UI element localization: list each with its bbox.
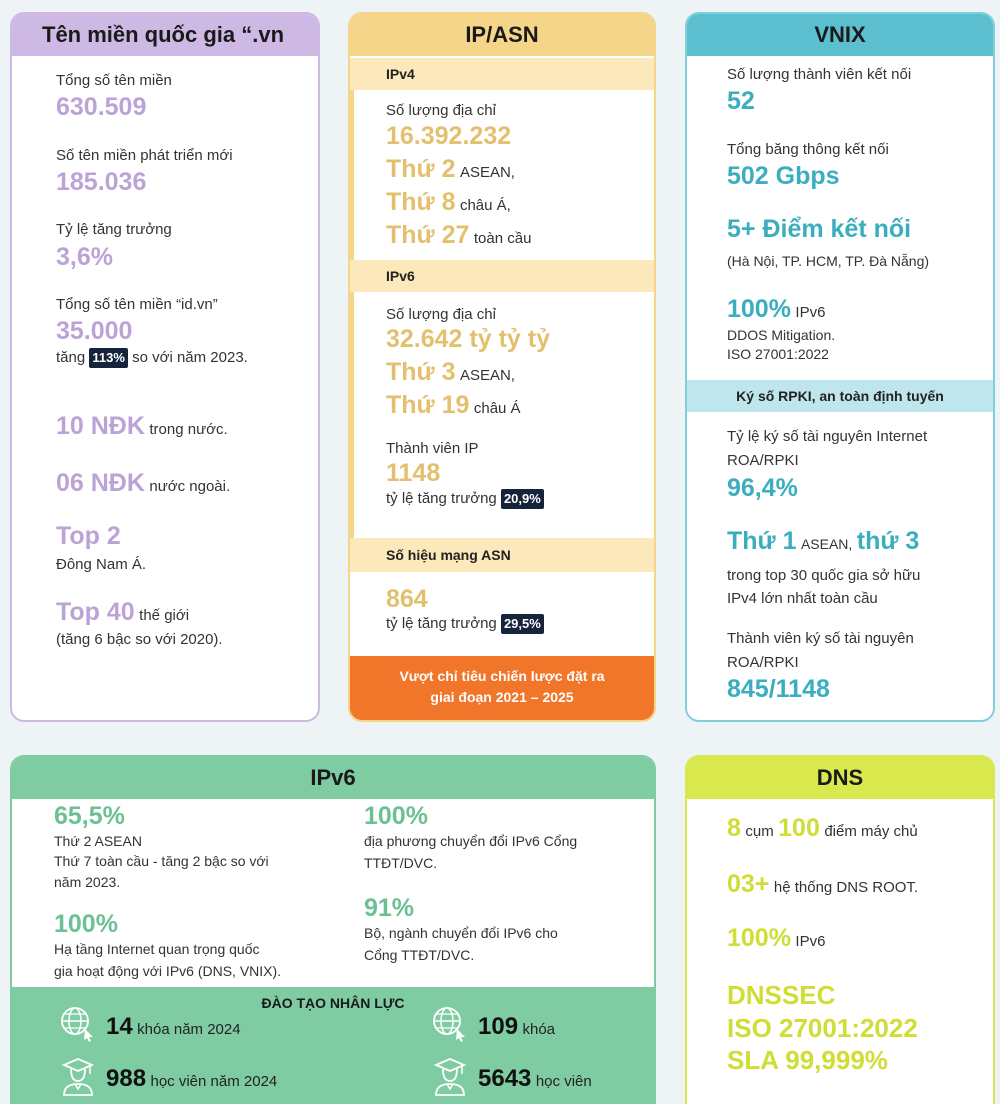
ipv6-address-label: Số lượng địa chỉ	[386, 306, 496, 323]
ipv4-rank-asean	[386, 154, 515, 184]
new-domains-label: Số tên miền phát triển mới	[56, 147, 233, 164]
roa-rate-label-1: Tỷ lệ ký số tài nguyên Internet	[727, 428, 928, 445]
dns-ipv6-label: IPv6	[795, 933, 826, 950]
graduate-icon	[58, 1055, 98, 1097]
ipv6-rate-line-2: Thứ 7 toàn cầu - tăng 2 bậc so với	[54, 853, 269, 870]
vnix-iso-label: ISO 27001:2022	[727, 346, 829, 362]
ipv6-infra-line-2: gia hoạt động với IPv6 (DNS, VNIX).	[54, 962, 282, 979]
ipv4-rank-asean-value: Thứ 2	[386, 155, 456, 183]
students-total-label: học viên	[535, 1073, 592, 1090]
dns-clusters	[727, 813, 918, 843]
roa-members-value: 845/1148	[727, 675, 830, 703]
ipv6-card-title: IPv6	[12, 757, 654, 799]
dns-root	[727, 869, 918, 899]
ip-asn-card	[348, 12, 656, 722]
ip-asn-card-title: IP/ASN	[350, 14, 654, 56]
rpki-rank-note-2: IPv4 lớn nhất toàn cầu	[727, 590, 878, 607]
ndk-domestic	[56, 411, 228, 441]
ipv6-subheader: IPv6	[350, 260, 654, 292]
asn-subheader: Số hiệu mạng ASN	[350, 538, 654, 572]
dns-clusters-label: cụm	[745, 823, 774, 840]
ipv6-rank-asean	[386, 357, 515, 387]
ipv6-infra-value: 100%	[54, 910, 118, 938]
ipv4-address-label: Số lượng địa chỉ	[386, 102, 496, 119]
ipv6-rank-asia-value: Thứ 19	[386, 391, 470, 419]
ipv4-rank-global	[386, 220, 531, 250]
students-2024	[106, 1065, 277, 1093]
ndk-domestic-label: trong nước.	[149, 421, 228, 438]
asn-growth-badge: 29,5%	[501, 614, 544, 634]
idvn-note-post: so với năm 2023.	[132, 349, 248, 366]
vnix-members-label: Số lượng thành viên kết nối	[727, 66, 912, 83]
students-total	[478, 1065, 592, 1093]
ipv6-infra-note	[54, 939, 281, 982]
ipv4-rank-asean-label: ASEAN,	[459, 164, 515, 181]
growth-label: Tỷ lệ tăng trưởng	[56, 221, 172, 238]
ipv6-rank-asean-label: ASEAN,	[459, 367, 515, 384]
top40-value: Top 40	[56, 598, 135, 626]
vnix-card	[685, 12, 995, 722]
vnix-ddos-label: DDOS Mitigation.	[727, 327, 836, 343]
ipv6-rank-asia-label: châu Á	[473, 400, 521, 417]
ip-member-growth-badge: 20,9%	[501, 489, 544, 509]
vnix-points-value: 5+ Điểm kết nối	[727, 215, 912, 243]
total-domains-label: Tổng số tên miền	[56, 72, 172, 89]
students-total-value: 5643	[478, 1065, 532, 1092]
ipv6-infra-line-1: Hạ tầng Internet quan trọng quốc	[54, 941, 260, 957]
dns-servers-value: 100	[778, 814, 820, 842]
ipv4-rank-global-label: toàn cầu	[473, 230, 532, 247]
ip-member-label: Thành viên IP	[386, 440, 479, 457]
ipv6-local-value: 100%	[364, 802, 428, 830]
domain-card-title: Tên miền quốc gia “.vn	[12, 14, 318, 56]
roa-rate-label-2: ROA/RPKI	[727, 452, 799, 469]
rpki-rank-note-1: trong top 30 quốc gia sở hữu	[727, 567, 921, 584]
strategy-banner-line1: Vượt chỉ tiêu chiến lược đặt ra	[399, 668, 605, 684]
ipv6-ministry-line-1: Bộ, ngành chuyển đổi IPv6 cho	[364, 925, 558, 941]
vnix-bandwidth-label: Tổng băng thông kết nối	[727, 141, 889, 158]
globe-cursor-icon	[430, 1003, 470, 1043]
top2-label: Đông Nam Á.	[56, 556, 147, 573]
ipv6-rate-value: 65,5%	[54, 802, 125, 830]
ipv4-subheader: IPv4	[350, 58, 654, 90]
growth-value: 3,6%	[56, 243, 113, 271]
asn-value: 864	[386, 585, 428, 613]
roa-rate-value: 96,4%	[727, 474, 798, 502]
ipv6-address-value: 32.642 tỷ tỷ tỷ	[386, 325, 550, 353]
ipv6-ministry-note	[364, 923, 558, 966]
dns-ipv6	[727, 923, 825, 953]
ndk-foreign-value: 06 NĐK	[56, 469, 145, 497]
vnix-members-value: 52	[727, 87, 755, 115]
top2-value: Top 2	[56, 522, 121, 550]
dns-card	[685, 755, 995, 1104]
domain-card	[10, 12, 320, 722]
ipv6-ministry-value: 91%	[364, 894, 415, 922]
globe-cursor-icon	[58, 1003, 98, 1043]
vnix-card-title: VNIX	[687, 14, 993, 56]
training-title: ĐÀO TẠO NHÂN LỰC	[261, 995, 405, 1011]
students-2024-value: 988	[106, 1065, 147, 1092]
ipv4-rank-asia-label: châu Á,	[459, 197, 511, 214]
idvn-value: 35.000	[56, 317, 133, 345]
ipv4-rank-asia-value: Thứ 8	[386, 188, 456, 216]
idvn-note	[56, 347, 248, 368]
idvn-growth-badge: 113%	[89, 348, 128, 368]
top40-note: (tăng 6 bậc so với 2020).	[56, 631, 223, 648]
ipv6-rate-note	[54, 831, 269, 892]
ipv6-card	[10, 755, 656, 1104]
graduate-icon	[430, 1055, 470, 1097]
roa-members-label-1: Thành viên ký số tài nguyên	[727, 630, 914, 647]
ipv6-side-rule	[350, 292, 354, 542]
ipv6-ministry-line-2: Cổng TTĐT/DVC.	[364, 946, 475, 963]
ndk-foreign	[56, 468, 230, 498]
strategy-banner	[350, 656, 654, 720]
vnix-ipv6-value: 100%	[727, 295, 791, 323]
dns-card-title: DNS	[687, 757, 993, 799]
total-domains-value: 630.509	[56, 93, 147, 121]
dns-features	[727, 979, 918, 1077]
courses-total-label: khóa	[522, 1021, 556, 1038]
dns-clusters-value: 8	[727, 814, 741, 842]
ip-member-growth-label: tỷ lệ tăng trưởng	[386, 490, 497, 507]
ipv4-side-rule	[350, 90, 354, 260]
rpki-rank-global-value: thứ 3	[856, 527, 920, 555]
asn-growth-label: tỷ lệ tăng trưởng	[386, 615, 497, 632]
vnix-points-note: (Hà Nội, TP. HCM, TP. Đà Nẵng)	[727, 253, 930, 269]
ipv4-rank-asia	[386, 187, 511, 217]
top40-label: thế giới	[139, 607, 190, 624]
courses-2024-label: khóa năm 2024	[137, 1021, 241, 1038]
ipv6-local-line-1: địa phương chuyển đổi IPv6 Cổng	[364, 833, 578, 849]
dns-ipv6-value: 100%	[727, 924, 791, 952]
ipv4-rank-global-value: Thứ 27	[386, 221, 470, 249]
ipv4-address-value: 16.392.232	[386, 122, 512, 150]
roa-members-label-2: ROA/RPKI	[727, 654, 799, 671]
courses-total-value: 109	[478, 1013, 519, 1040]
dns-dnssec: DNSSEC	[727, 980, 836, 1010]
rpki-rank	[727, 526, 919, 556]
ipv6-rank-asean-value: Thứ 3	[386, 358, 456, 386]
new-domains-value: 185.036	[56, 168, 147, 196]
ip-member-value: 1148	[386, 459, 441, 487]
training-panel	[12, 987, 654, 1104]
dns-servers-label: điểm máy chủ	[824, 823, 918, 840]
ip-member-growth	[386, 488, 544, 509]
rpki-rank-asean-value: Thứ 1	[727, 527, 797, 555]
dns-root-label: hệ thống DNS ROOT.	[773, 879, 919, 896]
ipv6-rank-asia	[386, 390, 521, 420]
rpki-rank-asean-label: ASEAN,	[800, 536, 853, 552]
dns-iso: ISO 27001:2022	[727, 1012, 918, 1043]
ipv6-local-line-2: TTĐT/DVC.	[364, 854, 438, 871]
ipv6-local-note	[364, 831, 577, 874]
courses-2024	[106, 1013, 241, 1041]
asn-growth	[386, 613, 544, 634]
ndk-foreign-label: nước ngoài.	[149, 478, 231, 495]
idvn-note-pre: tăng	[56, 349, 86, 366]
vnix-ipv6-label: IPv6	[795, 304, 826, 321]
ipv6-rate-line-1: Thứ 2 ASEAN	[54, 833, 142, 849]
dns-sla: SLA 99,999%	[727, 1045, 888, 1075]
vnix-ipv6	[727, 294, 825, 324]
students-2024-label: học viên năm 2024	[150, 1073, 278, 1090]
ipv6-rate-line-3: năm 2023.	[54, 873, 121, 890]
dns-root-value: 03+	[727, 870, 770, 898]
ndk-domestic-value: 10 NĐK	[56, 412, 145, 440]
strategy-banner-line2: giai đoạn 2021 – 2025	[430, 689, 574, 705]
courses-total	[478, 1013, 555, 1041]
top40	[56, 597, 189, 627]
rpki-subheader: Ký số RPKI, an toàn định tuyến	[687, 380, 993, 412]
courses-2024-value: 14	[106, 1013, 133, 1040]
idvn-label: Tổng số tên miền “id.vn”	[56, 296, 218, 313]
vnix-bandwidth-value: 502 Gbps	[727, 162, 840, 190]
